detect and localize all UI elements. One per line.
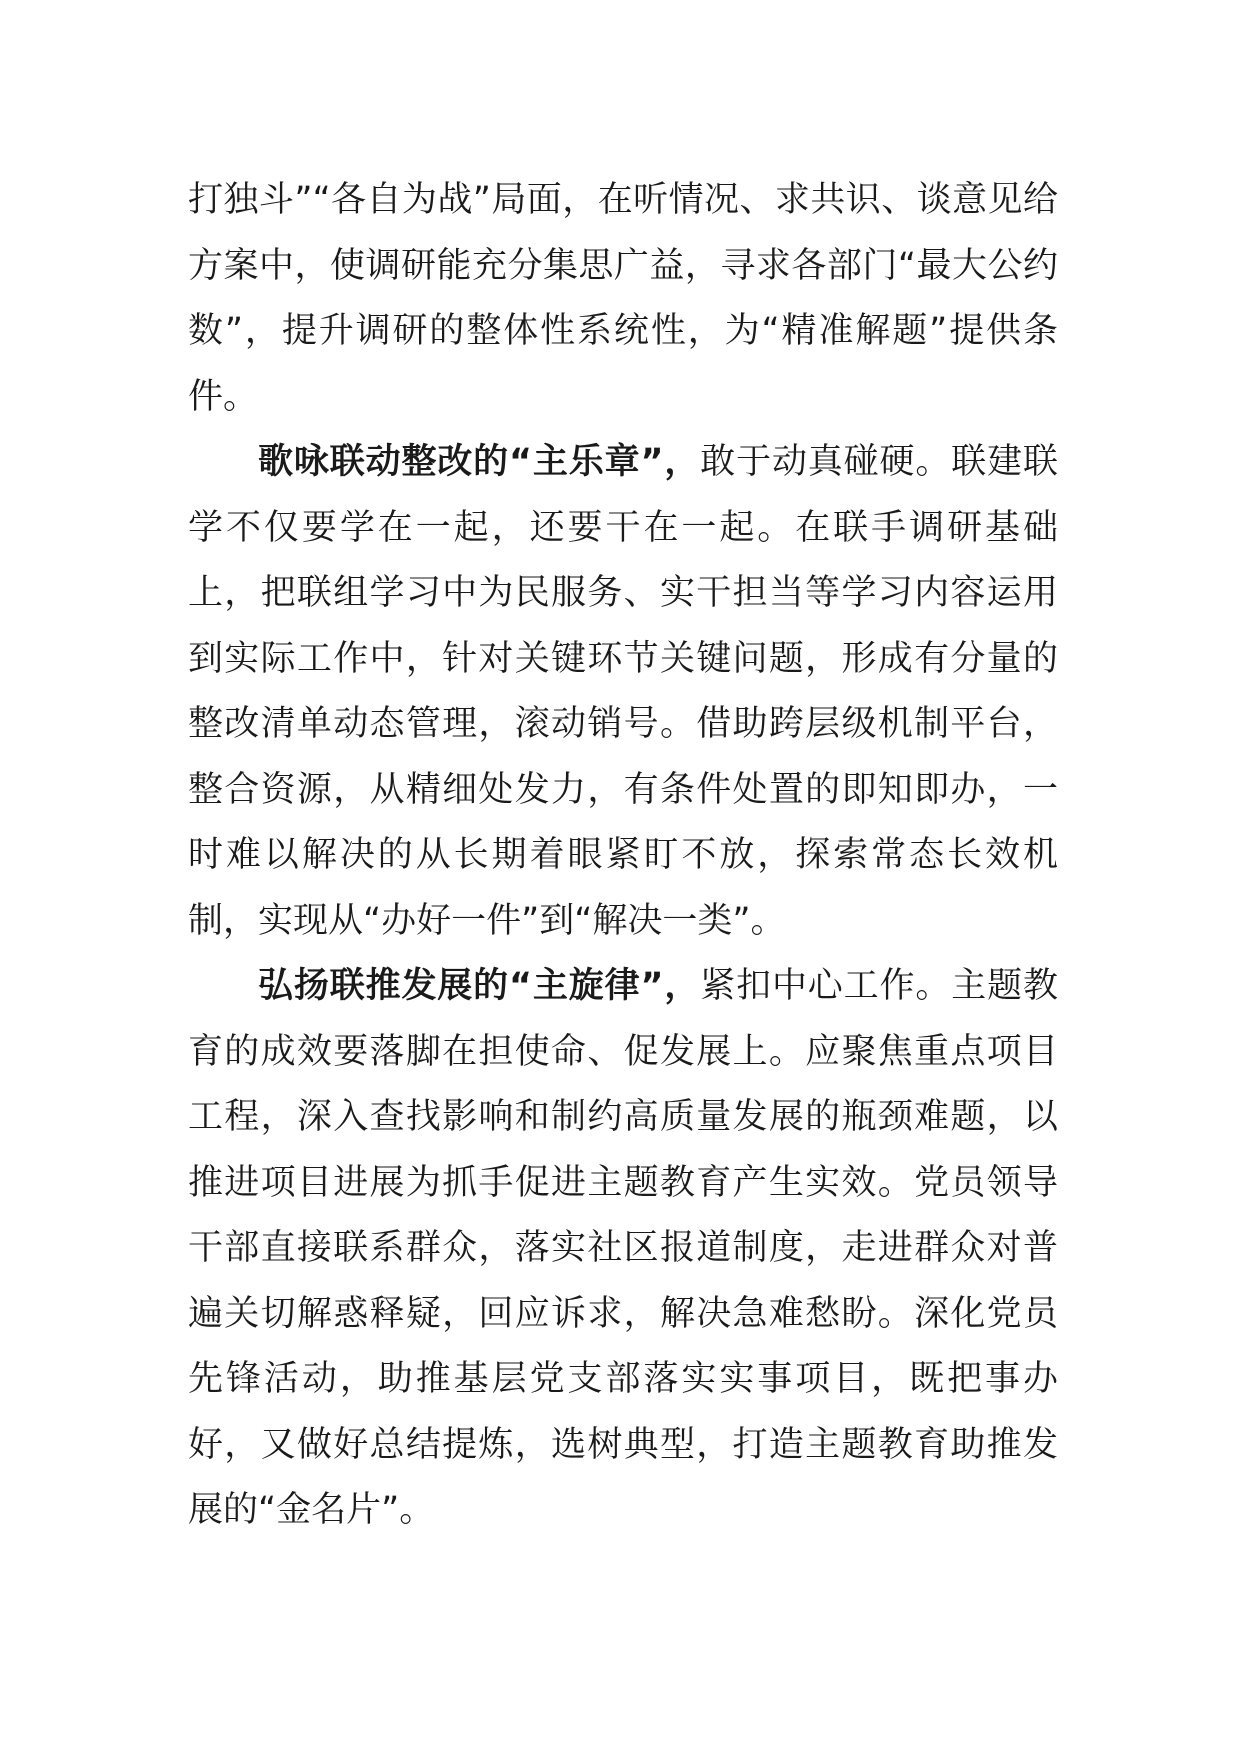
paragraph-continued [188,168,1058,430]
paragraph-lead-heading: 弘扬联推发展的“主旋律”， [258,966,701,1006]
paragraph-development [188,954,1058,1544]
paragraph-text: 紧扣中心工作。主题教育的成效要落脚在担使命、促发展上。应聚焦重点项目工程，深入查找影响和制约高质量发展的瓶颈难题，以推进项目进展为抓手促进主题教育产生实效。党员领导干部直接联系群众，落实社区报道制度，走进群众对普遍关切解惑释疑，回应诉求，解决急难愁盼。深化党员先锋活动，助推基层党支部落实实事项目，既把事办好，又做好总结提炼，选树典型，打造主题教育助推发展的“金名片”。 [188,966,1058,1530]
paragraph-text: 敢于动真碰硬。联建联学不仅要学在一起，还要干在一起。在联手调研基础上，把联组学习中为民服务、实干担当等学习内容运用到实际工作中，针对关键环节关键问题，形成有分量的整改清单动态管理，滚动销号。借助跨层级机制平台，整合资源，从精细处发力，有条件处置的即知即办，一时难以解决的从长期着眼紧盯不放，探索常态长效机制，实现从“办好一件”到“解决一类”。 [188,442,1058,941]
paragraph-rectification [188,430,1058,954]
document-page [188,168,1058,1544]
paragraph-text: 打独斗”“各自为战”局面，在听情况、求共识、谈意见给方案中，使调研能充分集思广益，寻求各部门“最大公约数”，提升调研的整体性系统性，为“精准解题”提供条件。 [188,180,1058,417]
paragraph-lead-heading: 歌咏联动整改的“主乐章”， [258,442,701,482]
